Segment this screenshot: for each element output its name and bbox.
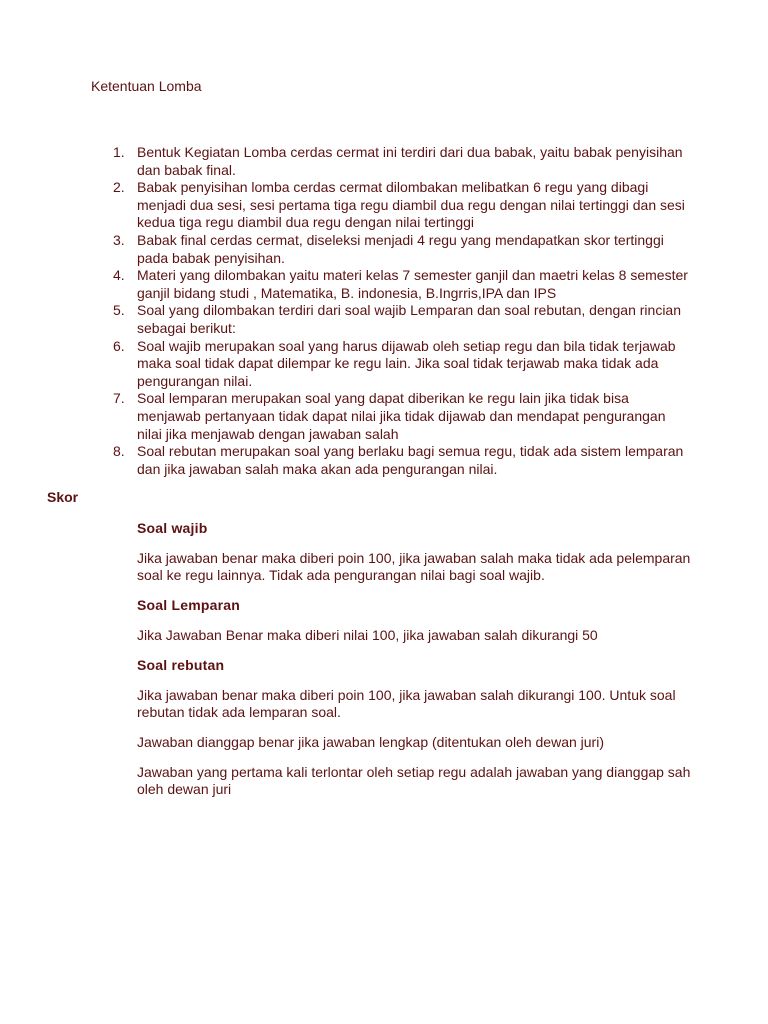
rule-number: 2. xyxy=(113,179,125,196)
rule-item xyxy=(110,179,690,232)
note-jawaban-benar: Jawaban dianggap benar jika jawaban lengkap (ditentukan oleh dewan juri) xyxy=(137,734,604,750)
rule-text: Soal wajib merupakan soal yang harus dijawab oleh setiap regu dan bila tidak terjawab maka soal tidak dapat dilempar ke regu lain. Jika soal tidak terjawab maka tidak ada pengurangan nilai. xyxy=(137,337,676,389)
rule-number: 5. xyxy=(113,302,125,319)
rule-text: Materi yang dilombakan yaitu materi kelas 7 semester ganjil dan maetri kelas 8 semester ganjil bidang studi , Matematika, B. indonesia, B.Ingrris,IPA dan IPS xyxy=(137,267,688,301)
skor-heading: Skor xyxy=(47,489,79,505)
soal-lemparan-heading: Soal Lemparan xyxy=(137,597,240,613)
rule-number: 6. xyxy=(113,337,125,354)
rule-number: 4. xyxy=(113,267,125,284)
rule-text: Soal yang dilombakan terdiri dari soal wajib Lemparan dan soal rebutan, dengan rincian sebagai berikut: xyxy=(137,302,682,336)
rule-text: Babak penyisihan lomba cerdas cermat dilombakan melibatkan 6 regu yang dibagi menjadi dua sesi, sesi pertama tiga regu diambil dua regu dengan nilai tertinggi dan sesi kedua tiga regu diambil dua regu dengan nilai tertinggi xyxy=(137,179,685,231)
rule-item xyxy=(110,443,690,478)
rule-text: Bentuk Kegiatan Lomba cerdas cermat ini terdiri dari dua babak, yaitu babak penyisihan dan babak final. xyxy=(137,144,683,178)
rule-item xyxy=(110,302,690,337)
note-jawaban-pertama: Jawaban yang pertama kali terlontar oleh setiap regu adalah jawaban yang dianggap sah oleh dewan juri xyxy=(137,764,691,797)
rule-number: 7. xyxy=(113,390,125,407)
rule-item xyxy=(110,232,690,267)
rule-item xyxy=(110,267,690,302)
rule-item xyxy=(110,144,690,179)
rule-number: 1. xyxy=(113,144,125,160)
soal-lemparan-text: Jika Jawaban Benar maka diberi nilai 100, jika jawaban salah dikurangi 50 xyxy=(137,627,598,643)
rule-item xyxy=(110,390,690,443)
soal-wajib-heading: Soal wajib xyxy=(137,520,208,536)
rules-list xyxy=(110,144,690,478)
rule-item xyxy=(110,338,690,391)
rule-number: 3. xyxy=(113,231,125,248)
rule-text: Soal lemparan merupakan soal yang dapat diberikan ke regu lain jika tidak bisa menjawab pertanyaan tidak dapat nilai jika tidak dijawab dan mendapat pengurangan nilai jika menjawab dengan jawaban salah xyxy=(137,390,666,442)
rule-text: Babak final cerdas cermat, diseleksi menjadi 4 regu yang mendapatkan skor tertinggi pada babak penyisihan. xyxy=(137,231,664,266)
soal-rebutan-heading: Soal rebutan xyxy=(137,657,225,673)
soal-wajib-text: Jika jawaban benar maka diberi poin 100, jika jawaban salah maka tidak ada pelemparan soal ke regu lainnya. Tidak ada pengurangan nilai bagi soal wajib. xyxy=(137,550,691,583)
rule-text: Soal rebutan merupakan soal yang berlaku bagi semua regu, tidak ada sistem lemparan dan jika jawaban salah maka akan ada pengurangan nilai. xyxy=(137,443,684,477)
document-title: Ketentuan Lomba xyxy=(91,78,202,94)
rule-number: 8. xyxy=(113,443,125,460)
soal-rebutan-text: Jika jawaban benar maka diberi poin 100, jika jawaban salah dikurangi 100. Untuk soal rebutan tidak ada lemparan soal. xyxy=(137,687,676,720)
